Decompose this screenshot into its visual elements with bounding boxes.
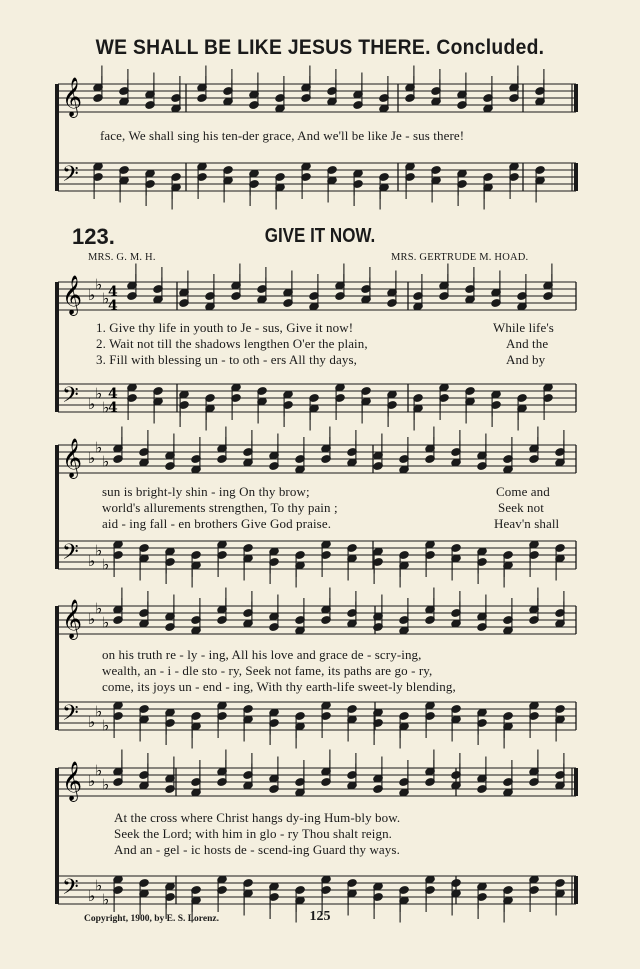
previous-hymn-lyric: face, We shall sing his ten-der grace, And we'll be like Je - sus there! <box>100 128 465 143</box>
lyric-verse-3-segment: come, its joys un - end - ing, With thy earth-life sweet-ly blending, <box>102 679 456 694</box>
copyright-notice: Copyright, 1900, by E. S. Lorenz. <box>84 914 219 924</box>
flat-icon: ♭ <box>88 552 96 570</box>
words-credit: MRS. G. M. H. <box>88 252 156 263</box>
flat-icon: ♭ <box>95 761 103 780</box>
flat-icon: ♭ <box>102 398 110 417</box>
lyric-verse-2-segment: wealth, an - i - dle sto - ry, Seek not fame, its paths are go - ry, <box>102 663 433 678</box>
lyric-verse-1-segment: 1. Give thy life in youth to Je - sus, Give it now! <box>96 320 354 335</box>
flat-icon: ♭ <box>95 384 103 403</box>
lyric-verse-1-segment: on his truth re - ly - ing, All his love and grace de - scry-ing, <box>102 647 422 662</box>
lyric-verse-2-segment: 2. Wait not till the shadows lengthen O'er the plain, <box>96 336 368 351</box>
treble-clef-icon: 𝄞 <box>62 77 83 117</box>
lyric-verse-1-segment: While life's <box>493 320 554 335</box>
time-signature-bottom: 4 <box>108 298 118 314</box>
bass-clef-icon: 𝄢 <box>62 875 79 905</box>
treble-clef-icon: 𝄞 <box>62 599 83 639</box>
lyric-verse-1-segment: Come and <box>496 484 550 499</box>
flat-icon: ♭ <box>88 887 96 905</box>
lyric-verse-2-segment: Seek not <box>498 500 544 515</box>
treble-clef-icon: 𝄞 <box>62 438 83 478</box>
lyric-verse-3-segment: And by <box>506 352 546 367</box>
bass-clef-icon: 𝄢 <box>62 540 79 570</box>
lyric-verse-2-segment: Seek the Lord; with him in glo - ry Thou shalt reign. <box>114 826 393 841</box>
hymn-title: GIVE IT NOW. <box>264 225 376 247</box>
flat-icon: ♭ <box>95 876 103 895</box>
previous-hymn-title: WE SHALL BE LIKE JESUS THERE. Concluded. <box>95 36 545 59</box>
lyric-verse-3-segment: Heav'n shall <box>494 516 560 531</box>
lyric-verse-1-segment: sun is bright-ly shin - ing On thy brow; <box>102 484 310 499</box>
hymn-number: 123. <box>72 224 115 249</box>
bass-clef-icon: 𝄢 <box>62 701 79 731</box>
flat-icon: ♭ <box>88 286 96 304</box>
flat-icon: ♭ <box>95 438 103 457</box>
flat-icon: ♭ <box>88 449 96 467</box>
flat-icon: ♭ <box>102 775 110 794</box>
flat-icon: ♭ <box>88 395 96 413</box>
flat-icon: ♭ <box>95 541 103 560</box>
lyric-verse-2-segment: world's allurements strengthen, To thy pain ; <box>102 500 338 515</box>
time-signature-top: 4 <box>108 284 118 300</box>
flat-icon: ♭ <box>88 610 96 628</box>
lyric-verse-3-segment: And an - gel - ic hosts de - scend-ing Guard thy ways. <box>114 842 400 857</box>
flat-icon: ♭ <box>102 613 110 632</box>
flat-icon: ♭ <box>102 890 110 909</box>
time-signature-bottom: 4 <box>108 400 118 416</box>
bass-clef-icon: 𝄢 <box>62 383 79 413</box>
flat-icon: ♭ <box>95 275 103 294</box>
lyric-verse-3-segment: aid - ing fall - en brothers Give God praise. <box>102 516 332 531</box>
bass-clef-icon: 𝄢 <box>62 162 79 192</box>
flat-icon: ♭ <box>95 599 103 618</box>
flat-icon: ♭ <box>102 452 110 471</box>
flat-icon: ♭ <box>88 772 96 790</box>
flat-icon: ♭ <box>102 289 110 308</box>
page-number: 125 <box>309 909 331 924</box>
treble-clef-icon: 𝄞 <box>62 761 83 801</box>
flat-icon: ♭ <box>88 713 96 731</box>
flat-icon: ♭ <box>102 555 110 574</box>
lyric-verse-3-segment: 3. Fill with blessing un - to oth - ers All thy days, <box>96 352 357 367</box>
lyric-verse-1-segment: At the cross where Christ hangs dy-ing Hum-bly bow. <box>114 810 401 825</box>
flat-icon: ♭ <box>95 702 103 721</box>
time-signature-top: 4 <box>108 386 118 402</box>
music-credit: MRS. GERTRUDE M. HOAD. <box>391 252 529 263</box>
treble-clef-icon: 𝄞 <box>62 275 83 315</box>
flat-icon: ♭ <box>102 716 110 735</box>
lyric-verse-2-segment: And the <box>506 336 549 351</box>
